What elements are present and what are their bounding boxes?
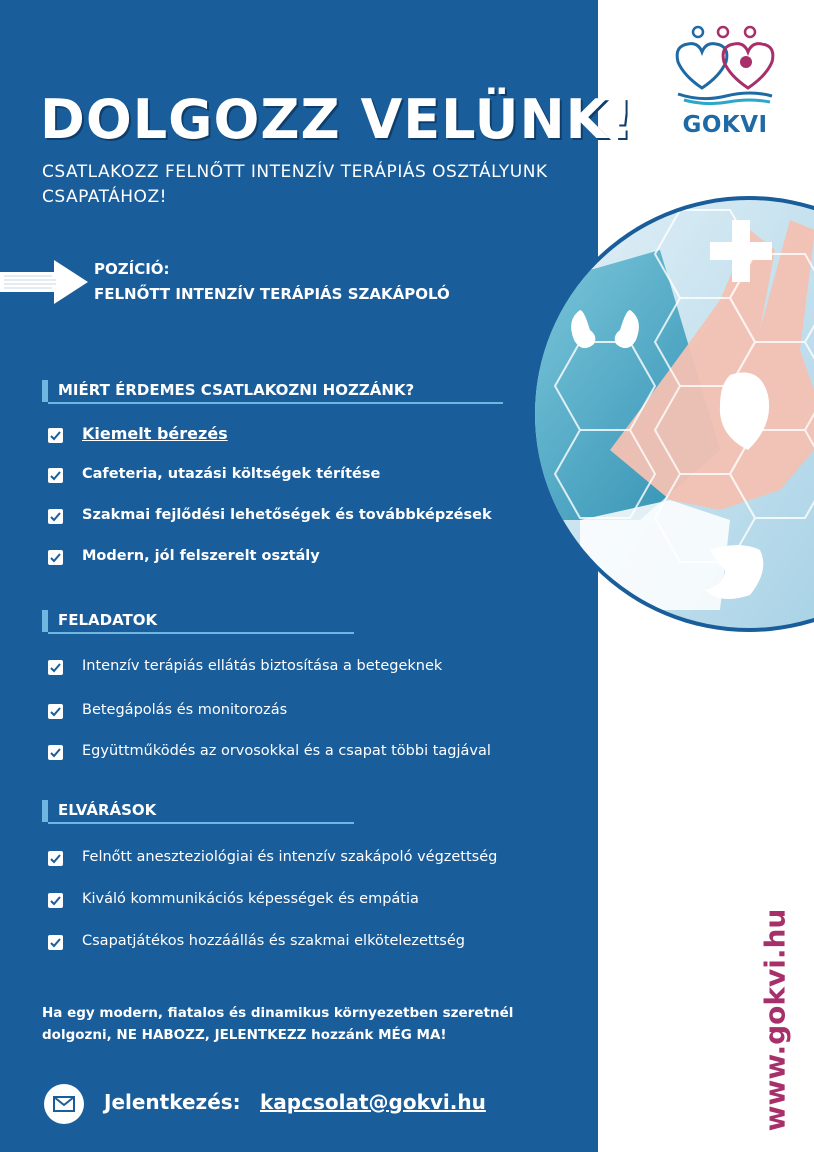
list-item xyxy=(48,702,588,724)
website-text: www.gokvi.hu xyxy=(758,908,792,1132)
section-underline xyxy=(48,822,354,824)
section-header-requirements xyxy=(42,800,362,824)
list-item xyxy=(48,743,588,765)
section-marker xyxy=(42,610,48,632)
apply-email-link[interactable]: kapcsolat@gokvi.hu xyxy=(260,1090,486,1114)
check-icon xyxy=(48,893,63,908)
list-item-label: Modern, jól felszerelt osztály xyxy=(82,548,320,564)
section-underline xyxy=(48,632,354,634)
section-title: MIÉRT ÉRDEMES CSATLAKOZNI HOZZÁNK? xyxy=(58,381,415,399)
closing-text: Ha egy modern, fiatalos és dinamikus környezetben szeretnél dolgozni, NE HABOZZ, JELENTKEZZ hozzánk MÉG MA! xyxy=(42,1005,514,1043)
section-header-tasks xyxy=(42,610,362,634)
position-title: FELNŐTT INTENZÍV TERÁPIÁS SZAKÁPOLÓ xyxy=(90,285,454,303)
list-item xyxy=(48,891,588,913)
check-icon xyxy=(48,550,63,565)
medical-hand-image xyxy=(520,190,814,640)
section-marker xyxy=(42,800,48,822)
section-title: ELVÁRÁSOK xyxy=(58,801,157,819)
headline: DOLGOZZ VELÜNK! xyxy=(40,88,635,151)
list-item xyxy=(48,507,568,529)
list-item xyxy=(48,849,588,871)
list-item-label: Kiemelt bérezés xyxy=(82,424,228,443)
list-item-label: Felnőtt aneszteziológiai és intenzív szakápoló végzettség xyxy=(82,849,498,865)
logo-text: GOKVI xyxy=(682,112,768,138)
arrow-right-icon xyxy=(0,258,92,306)
check-icon xyxy=(48,704,63,719)
subheadline: CSATLAKOZZ FELNŐTT INTENZÍV TERÁPIÁS OSZTÁLYUNK CSAPATÁHOZ! xyxy=(42,162,548,207)
list-item-label: Betegápolás és monitorozás xyxy=(82,702,288,718)
list-item xyxy=(48,426,568,448)
list-item-label: Együttműködés az orvosokkal és a csapat többi tagjával xyxy=(82,743,491,759)
list-item-label: Kiváló kommunikációs képességek és empátia xyxy=(82,891,419,907)
list-item xyxy=(48,933,588,955)
apply-label: Jelentkezés: xyxy=(104,1090,241,1114)
position-label: POZÍCIÓ: xyxy=(90,260,174,278)
check-icon xyxy=(48,468,63,483)
section-marker xyxy=(42,380,48,402)
check-icon xyxy=(48,660,63,675)
list-item xyxy=(48,658,588,680)
envelope-icon xyxy=(44,1084,84,1124)
section-header-benefits xyxy=(42,380,512,404)
check-icon xyxy=(48,745,63,760)
apply-row xyxy=(44,1084,584,1124)
check-icon xyxy=(48,851,63,866)
list-item-label: Szakmai fejlődési lehetőségek és továbbképzések xyxy=(82,507,492,523)
check-icon xyxy=(48,428,63,443)
list-item-label: Cafeteria, utazási költségek térítése xyxy=(82,466,381,482)
list-item-label: Intenzív terápiás ellátás biztosítása a betegeknek xyxy=(82,658,443,674)
section-title: FELADATOK xyxy=(58,611,158,629)
list-item xyxy=(48,548,568,570)
check-icon xyxy=(48,935,63,950)
list-item-label: Csapatjátékos hozzáállás és szakmai elkötelezettség xyxy=(82,933,465,949)
list-item xyxy=(48,466,568,488)
check-icon xyxy=(48,509,63,524)
website-url[interactable] xyxy=(740,900,810,1140)
section-underline xyxy=(48,402,503,404)
